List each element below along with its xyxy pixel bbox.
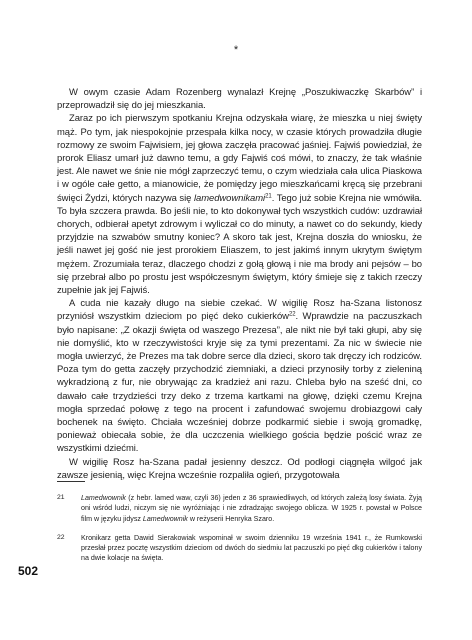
footnote [57,533,422,564]
paragraph-text: A cuda nie kazały długo na siebie czekać. W wigilię Rosz ha-Szana listonosz przyniósł wszystkim dzieciom po pięć deko cukierków [57,298,422,323]
paragraph: W owym czasie Adam Rozenberg wynalazł Krejnę „Poszukiwaczkę Skarbów” i przeprowadził się do jej mieszkania. [57,87,422,112]
footnote-text: Kronikarz getta Dawid Sierakowiak wspominał w swoim dzienniku 19 września 1941 r., że Rumkowski przesłał przez pocztę wszystkim dzieciom od dwóch do siedmiu lat paczuszki po pięć dkg cukierków i talony na dwie kolacje na święta. [81,533,422,563]
footnote-body-end: w reżyserii Henryka Szaro. [187,514,275,523]
footnote-ref: 21 [265,193,272,200]
paragraph: Zaraz po ich pierwszym spotkaniu Krejna odzyskała wiarę, że mieszka u niej święty mąż. Po tym, jak niespokojnie przespała kilka nocy, w czasie których prowadziła długie rozmowy ze swoim Fajwisiem, jej głowa zaczęła pracować jaśniej. Fajwiś powiedział, że prorok Eliasz umarł już dawno temu, a gdy Fajwiś coś mówi, to znaczy, że tak właśnie jest. Ale nawet we śnie nie mógł zaprzeczyć temu, o czym wiedziała cała ulica Piaskowa i w ogóle całe getto, a mianowicie, że pomiędzy jego mieszkańcami kręcą się przebrani święci Żydzi, których nazywa się lamedwownikami$^{21}$. Tego już sobie Krejna nie wmówiła. To była szczera prawda. Bo jeśli nie, to kto dokonywał tych wszystkich cudów: uzdrawiał chorych, odbierał apetyt zdrowym i wyliczał co do minuty, a nawet co do sekundy, kiedy przyjdzie na szwabów smutny koniec? A skoro tak jest, Krejna doszła do wniosku, że jeśli nawet jej gość nie jest prorokiem Eliaszem, to jest jakimś innym ukrytym świętym mężem. Zrozumiała teraz, dlaczego chodzi z gołą głową i nie ma brody ani pejsów – bo się przebrał albo po prostu jest współczesnym świętym, który śmieje się z takich rzeczy zupełnie jak jej Fajwiś. [57,113,422,297]
page-number: 502 [18,564,39,578]
footnote [57,493,422,524]
footnote-divider [57,481,85,482]
italic-term: lamedwownikami [193,192,266,204]
footnote-ref: 22 [288,311,296,318]
section-separator: * [233,44,239,56]
footnote-number: 21 [57,494,65,501]
footnote-term: Lamedwownik [81,494,126,502]
footnote-text [81,493,422,524]
paragraph-text: Zaraz po ich pierwszym spotkaniu Krejna odzyskała wiarę, że mieszka u niej święty mąż. Po tym, jak niespokojnie przespała kilka nocy, w czasie których prowadziła długie rozmowy ze swoim Fajwisiem, jej głowa zaczęła pracować jaśniej. Fajwiś powiedział, że prorok Eliasz umarł już dawno temu, a gdy Fajwiś coś mówi, to znaczy, że tak właśnie jest. Ale nawet we śnie nie mógł zaprzeczyć temu, o czym wiedziała cała ulica Piaskowa i w ogóle całe getto, a mianowicie, że pomiędzy jego mieszkańcami kręcą się przebrani święci Żydzi, których nazywa się [57,113,422,204]
paragraph-text: Wprawdzie na paczuszkach było napisane: „Z okazji święta od waszego Prezesa”, ale nikt nie był taki głupi, aby się nie domyślić, kto w rzeczywistości kryje się za tymi prezentami. Za nic w świecie nie mogła uwierzyć, że Prezes ma tak dobre serce dla dzieci, skoro tak dręczy ich rodziców. Poza tym do getta zaczęły przychodzić ziemniaki, a dzieci przynosiły torby z zieleniną wykradzioną z fur, nie obrywając za kradzież ani razu. Chleba było na sześć dni, co dawało całe trzydzieści trzy deko z trzema kartkami na głowę, dzięki czemu Krejna mogła sprzedać połowę z tego na procent i zafundować swojemu drobiazgowi cały bochenek na święto. Chciała wcześniej dobrze podkarmić siebie i swoją gromadkę, ponieważ obiecała sobie, że dla uczczenia wielkiego gościa będzie pościć wraz ze wszystkimi dziećmi. [57,311,422,455]
footnote-body: (z hebr. lamed waw, czyli 36) jeden z 36 sprawiedliwych, od których zależą losy świata. Żyją oni wśród ludzi, niczym się nie wyróżniając i nie zdradzając swojego oblicza. W 1925 r. powstał w Polsce film w języku jidysz [81,494,422,523]
film-title: Lamedwownik [142,514,188,523]
footnote-number: 22 [57,533,65,541]
footnotes [57,493,422,573]
paragraph: W wigilię Rosz ha-Szana padał jesienny deszcz. Od podłogi ciągnęła wilgoć jak zawsze jesienią, więc Krejna wcześnie rozpaliła ogień, przygotowała [57,456,422,481]
paragraph-text: Tego już sobie Krejna nie wmówiła. To była szczera prawda. Bo jeśli nie, to kto dokonywał tych wszystkich cudów: uzdrawiał chorych, odbierał apetyt zdrowym i wyliczał co do minuty, a nawet co do sekundy, kiedy przyjdzie na szwabów smutny koniec? A skoro tak jest, Krejna doszła do wniosku, że jeśli nawet jej gość nie jest prorokiem Eliaszem, to jest jakimś innym ukrytym świętym mężem. Zrozumiała teraz, dlaczego chodzi z gołą głową i nie ma brody ani pejsów – bo się przebrał albo po prostu jest współczesnym świętym, który śmieje się z takich rzeczy zupełnie jak jej Fajwiś. [57,192,422,297]
main-text [57,86,422,482]
paragraph: A cuda nie kazały długo na siebie czekać. W wigilię Rosz ha-Szana listonosz przyniósł wszystkim dzieciom po pięć deko cukierków$^{22}$. Wprawdzie na paczuszkach było napisane: „Z okazji święta od waszego Prezesa”, ale nikt nie był taki głupi, aby się nie domyślić, kto w rzeczywistości kryje się za tymi prezentami. Za nic w świecie nie mogła uwierzyć, że Prezes ma tak dobre serce dla dzieci, skoro tak dręczy ich rodziców. Poza tym do getta zaczęły przychodzić ziemniaki, a dzieci przynosiły torby z zieleniną wykradzioną z fur, nie obrywając za kradzież ani razu. Chleba było na sześć dni, co dawało całe trzydzieści trzy deko z trzema kartkami na głowę, dzięki czemu Krejna mogła sprzedać połowę z tego na procent i zafundować swojemu drobiazgowi cały bochenek na święto. Chciała wcześniej dobrze podkarmić siebie i swoją gromadkę, ponieważ obiecała sobie, że dla uczczenia wielkiego gościa będzie pościć wraz ze wszystkimi dziećmi. [57,298,422,455]
